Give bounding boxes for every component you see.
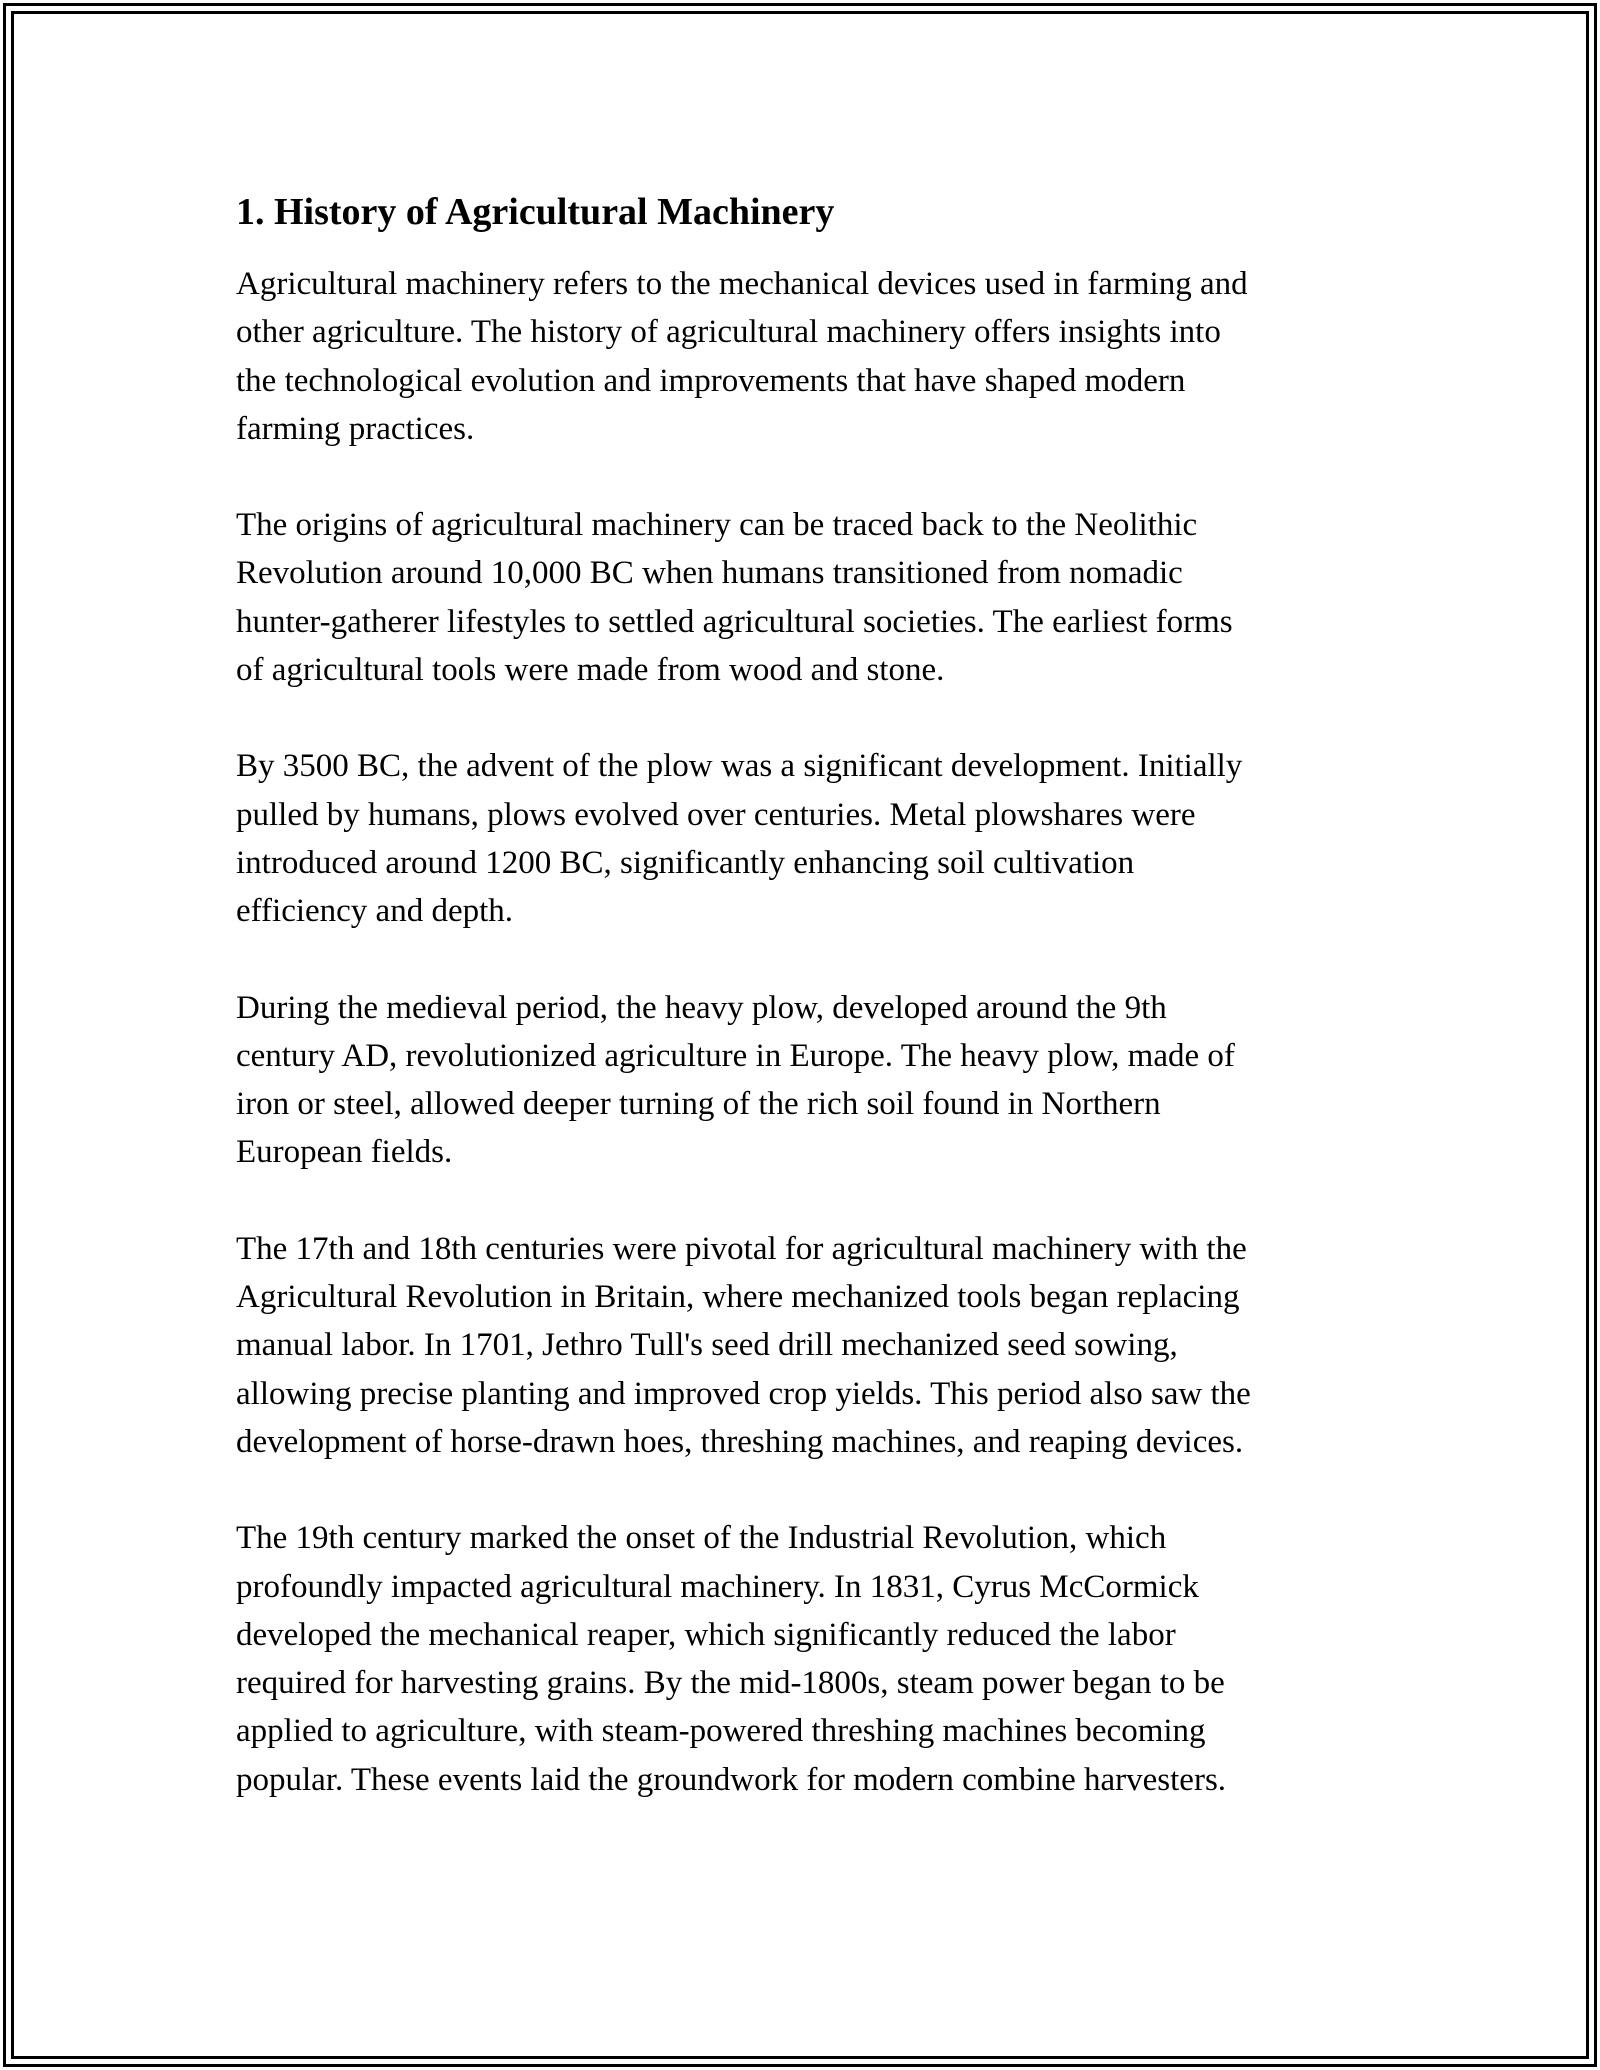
paragraph-medieval-period: During the medieval period, the heavy plow, developed around the 9th century AD, revolutionized agriculture in Europe. The heavy plow, made of iron or steel, allowed deeper turning of the rich soil found in Northern European fields. bbox=[236, 989, 1235, 1171]
paragraph-industrial-revolution: The 19th century marked the onset of the Industrial Revolution, which profoundly impacted agricultural machinery. In 1831, Cyrus McCormick developed the mechanical reaper, which significantly reduced the labor required for harvesting grains. By the mid-1800s, steam power began to be applied to agriculture, with steam-powered threshing machines becoming popular. These events laid the groundwork for modern combine harvesters. bbox=[236, 1520, 1227, 1798]
paragraph-neolithic-origins: The origins of agricultural machinery can be traced back to the Neolithic Revolution around 10,000 BC when humans transitioned from nomadic hunter-gatherer lifestyles to settled agricultural societies. The earliest forms of agricultural tools were made from wood and stone. bbox=[236, 507, 1233, 689]
paragraph-plow-development: By 3500 BC, the advent of the plow was a significant development. Initially pulled by humans, plows evolved over centuries. Metal plowshares were introduced around 1200 BC, significantly enhancing soil cultivation efficiency and depth. bbox=[236, 748, 1243, 930]
paragraph-agricultural-revolution: The 17th and 18th centuries were pivotal for agricultural machinery with the Agricultural Revolution in Britain, where mechanized tools began replacing manual labor. In 1701, Jethro Tull's seed drill mechanized seed sowing, allowing precise planting and improved crop yields. This period also saw the development of horse-drawn hoes, threshing machines, and reaping devices. bbox=[236, 1230, 1251, 1460]
paragraph-introduction: Agricultural machinery refers to the mechanical devices used in farming and other agriculture. The history of agricultural machinery offers insights into the technological evolution and improvements that have shaped modern farming practices. bbox=[236, 266, 1248, 447]
section-title: 1. History of Agricultural Machinery bbox=[236, 191, 835, 233]
document-body bbox=[236, 188, 1376, 1852]
